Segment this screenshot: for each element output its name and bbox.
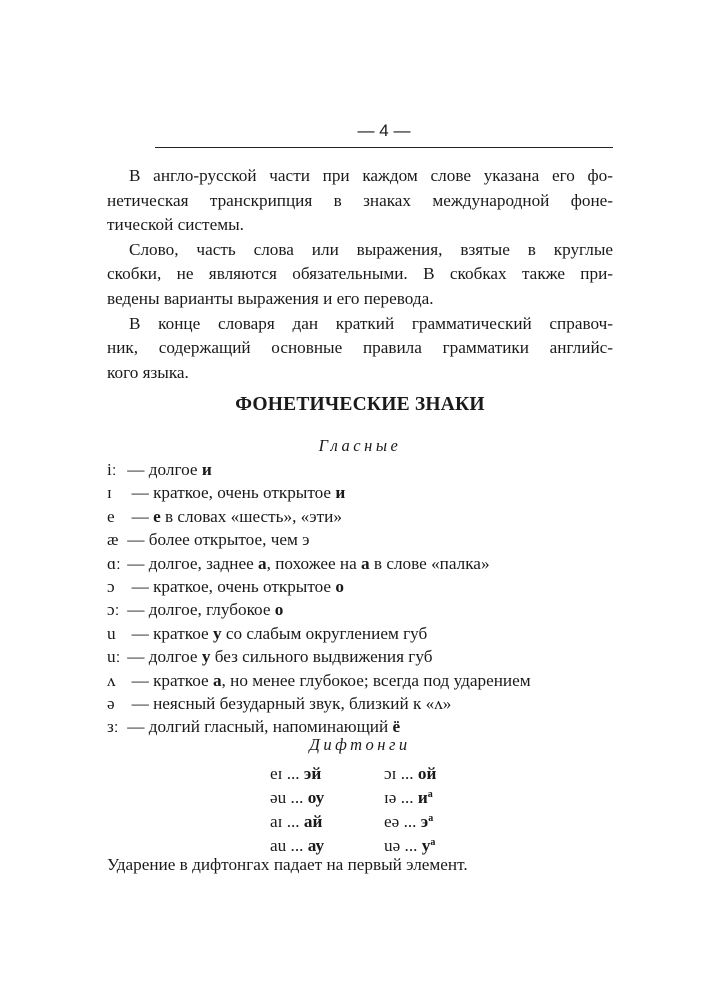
ellipsis-separator: ...: [286, 836, 308, 855]
vowel-entry: [107, 505, 627, 528]
ellipsis-separator: ...: [286, 788, 308, 807]
text-line: Слово, часть слова или выражения, взятые в круглые: [129, 239, 613, 259]
ellipsis-separator: ...: [400, 836, 422, 855]
ellipsis-separator: ...: [396, 788, 418, 807]
phonetic-symbol: eə: [384, 812, 400, 831]
vowel-description: — более открытое, чем э: [123, 530, 310, 550]
diphthongs-table: [270, 762, 498, 858]
phonetic-symbol: зː: [107, 717, 119, 737]
section-title: ФОНЕТИЧЕСКИЕ ЗНАКИ: [235, 394, 485, 415]
vowel-entry: [107, 692, 627, 715]
vowel-description: — долгое, глубокое: [123, 600, 275, 620]
russian-letter: а: [361, 553, 370, 573]
russian-approximation: и: [417, 788, 428, 807]
ellipsis-separator: ...: [396, 764, 418, 783]
phonetic-symbol: æ: [107, 530, 119, 550]
text-line: тической системы.: [107, 215, 244, 235]
vowels-list: [107, 458, 627, 739]
russian-approximation: эй: [303, 764, 322, 783]
vowel-entry: [107, 669, 627, 692]
vowel-entry: [107, 598, 627, 621]
vowel-description: — неясный безударный звук, близкий к «ʌ»: [123, 694, 452, 714]
russian-approximation: ай: [303, 812, 323, 831]
russian-letter: у: [201, 647, 211, 667]
diphthong-row: [270, 762, 498, 786]
diphthong-entry: [384, 810, 498, 834]
ellipsis-separator: ...: [282, 812, 304, 831]
vowel-description: — долгое, заднее: [123, 553, 259, 573]
phonetic-symbol: ɪ: [107, 483, 112, 503]
diphthong-stress-note: Ударение в дифтонгах падает на первый элемент.: [107, 855, 468, 874]
phonetic-symbol: ɔː: [107, 600, 120, 620]
page-number: — 4 —: [357, 121, 411, 140]
phonetic-symbol: ɔ: [107, 577, 115, 597]
diphthong-entry: [270, 762, 384, 786]
russian-approximation: ой: [417, 764, 437, 783]
header-rule: [155, 147, 613, 148]
diphthong-entry: [384, 786, 498, 810]
phonetic-symbol: ɔɪ: [384, 764, 397, 783]
vowel-description: — краткое, очень открытое: [123, 577, 336, 597]
text-line: кого языка.: [107, 362, 189, 382]
phonetic-symbol: au: [270, 836, 287, 855]
text-line: скобки, не являются обязательными. В скобках также при-: [107, 264, 613, 284]
vowels-heading: Гласные: [318, 436, 402, 455]
ellipsis-separator: ...: [282, 764, 304, 783]
ellipsis-separator: ...: [399, 812, 421, 831]
phonetic-symbol: eɪ: [270, 764, 283, 783]
intro-paragraph-3: [107, 312, 613, 386]
vowel-description: , но менее глубокое; всегда под ударением: [221, 670, 531, 690]
phonetic-symbol: əu: [270, 788, 287, 807]
russian-letter: а: [212, 670, 222, 690]
vowel-description: — краткое: [123, 670, 213, 690]
phonetic-symbol: ʌ: [107, 670, 116, 690]
vowel-description: — краткое, очень открытое: [123, 483, 336, 503]
text-line: ник, содержащий основные правила грамматики английс-: [107, 338, 613, 358]
vowel-description: без сильного выдвижения губ: [210, 647, 433, 667]
vowel-description: — долгий гласный, напоминающий: [123, 717, 393, 737]
phonetic-symbol: ɑː: [107, 553, 121, 573]
vowel-description: в слове «палка»: [369, 553, 490, 573]
russian-approximation: ау: [307, 836, 325, 855]
vowel-entry: [107, 528, 627, 551]
vowel-entry: [107, 458, 627, 481]
russian-letter: и: [201, 460, 212, 479]
phonetic-symbol: ə: [107, 694, 115, 714]
vowel-entry: [107, 645, 627, 668]
vowel-entry: [107, 481, 627, 504]
russian-approximation: оу: [307, 788, 325, 807]
intro-paragraph-1: [107, 164, 613, 238]
russian-letter: а: [258, 553, 267, 573]
russian-letter: ё: [392, 717, 401, 737]
phonetic-symbol: uː: [107, 647, 121, 667]
vowel-description: — долгое: [123, 647, 202, 667]
text-line: В конце словаря дан краткий грамматический справоч-: [129, 313, 613, 333]
russian-letter: о: [274, 600, 284, 620]
superscript-mark: а: [428, 813, 434, 824]
diphthong-entry: [384, 762, 498, 786]
phonetic-symbol: iː: [107, 460, 117, 479]
diphthong-entry: [270, 810, 384, 834]
phonetic-symbol: aɪ: [270, 812, 283, 831]
diphthong-entry: [270, 786, 384, 810]
russian-approximation: у: [421, 836, 431, 855]
vowel-entry: [107, 622, 627, 645]
phonetic-symbol: uə: [384, 836, 401, 855]
vowel-description: со слабым округлением губ: [221, 623, 428, 643]
russian-letter: у: [212, 623, 222, 643]
phonetic-symbol: u: [107, 623, 116, 643]
phonetic-symbol: e: [107, 506, 115, 526]
text-line: нетическая транскрипция в знаках международной фоне-: [107, 190, 613, 210]
text-line: В англо-русской части при каждом слове указана его фо-: [129, 166, 613, 185]
superscript-mark: а: [430, 837, 436, 848]
vowel-description: , похожее на: [266, 553, 362, 573]
russian-letter: е: [153, 506, 161, 526]
vowel-entry: [107, 552, 627, 575]
vowel-description: в словах «шесть», «эти»: [160, 506, 342, 526]
phonetic-symbol: ɪə: [384, 788, 397, 807]
diphthong-row: [270, 810, 498, 834]
vowel-description: —: [123, 506, 154, 526]
diphthong-row: [270, 786, 498, 810]
vowel-description: — краткое: [123, 623, 213, 643]
russian-letter: и: [335, 483, 346, 503]
text-line: ведены варианты выражения и его перевода.: [107, 288, 434, 308]
intro-text: [107, 164, 613, 385]
intro-paragraph-2: [107, 238, 613, 312]
russian-letter: о: [335, 577, 344, 597]
vowel-description: — долгое: [123, 460, 202, 479]
vowel-entry: [107, 575, 627, 598]
diphthongs-heading: Дифтонги: [309, 735, 411, 754]
russian-approximation: э: [420, 812, 429, 831]
superscript-mark: а: [427, 789, 433, 800]
